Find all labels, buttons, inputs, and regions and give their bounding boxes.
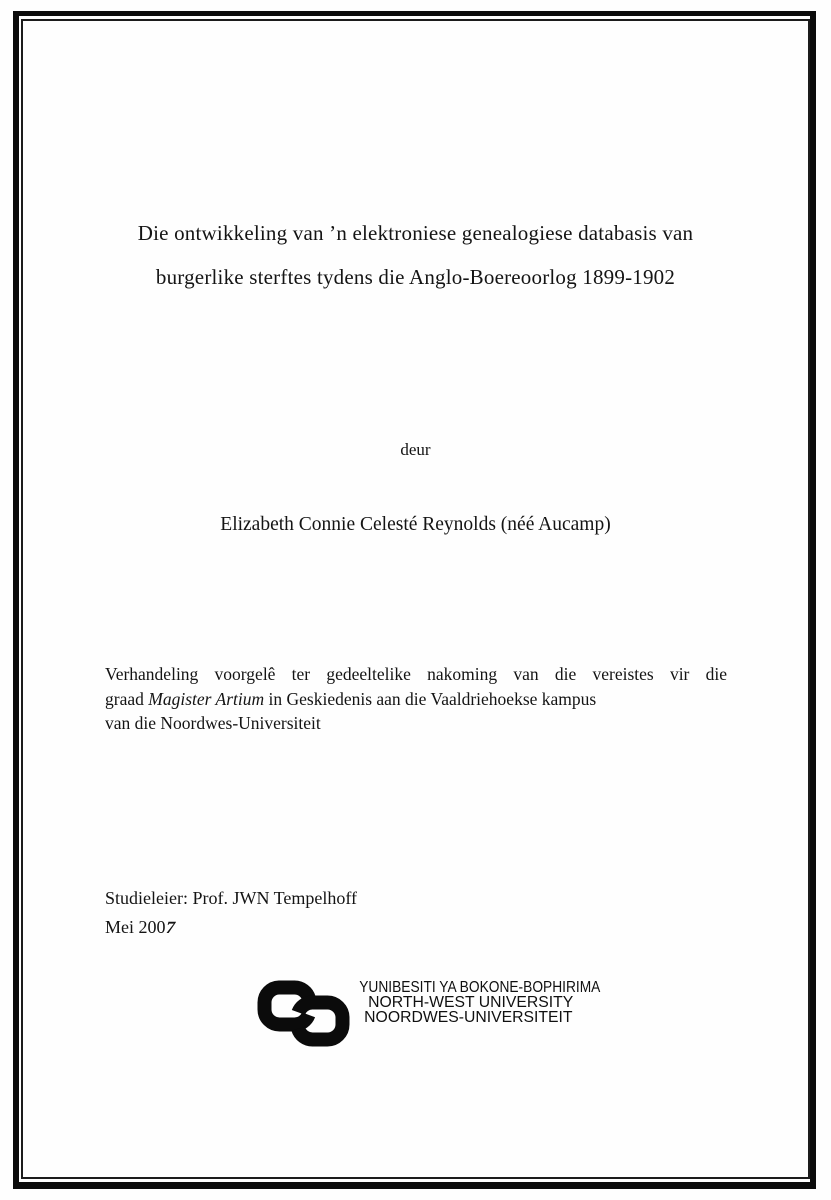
degree-statement-line-1: Verhandeling voorgelê ter gedeeltelike nakoming van die vereistes vir die [105, 664, 727, 684]
byline-label: deur [400, 440, 431, 459]
date-line [105, 913, 357, 942]
date-prefix: Mei 200 [105, 916, 166, 937]
degree-statement-line-3: van die Noordwes-Universiteit [105, 713, 321, 733]
supervisor-and-date [105, 884, 357, 941]
logo-text-line-english-label: NORTH-WEST UNIVERSITY [367, 993, 573, 1011]
logo-text-line-afrikaans-label: NOORDWES-UNIVERSITEIT [364, 1008, 573, 1026]
degree-statement [105, 662, 727, 736]
degree-name-italic: Magister Artium [148, 688, 265, 709]
author-name: Elizabeth Connie Celesté Reynolds (néé Aucamp) [220, 514, 611, 535]
thesis-title [53, 211, 778, 299]
degree-statement-line-2 [105, 687, 727, 712]
university-logo-text [320, 979, 601, 1026]
date-last-digit: 7 [163, 916, 177, 937]
degree-statement-line-2-post: in Geskiedenis aan die Vaaldriehoekse kampus [264, 688, 597, 709]
logo-text-line-afrikaans [320, 1008, 573, 1026]
thesis-title-line-1: Die ontwikkeling van ’n elektroniese genealogiese databasis van [137, 221, 694, 245]
supervisor-line: Studieleier: Prof. JWN Tempelhoff [105, 888, 358, 908]
degree-statement-line-2-pre: graad [105, 688, 149, 709]
logo-text-line-setswana-label: YUNIBESITI YA BOKONE-BOPHIRIMA [359, 979, 601, 996]
thesis-title-line-2: burgerlike sterftes tydens die Anglo-Boereoorlog 1899-1902 [155, 265, 676, 289]
